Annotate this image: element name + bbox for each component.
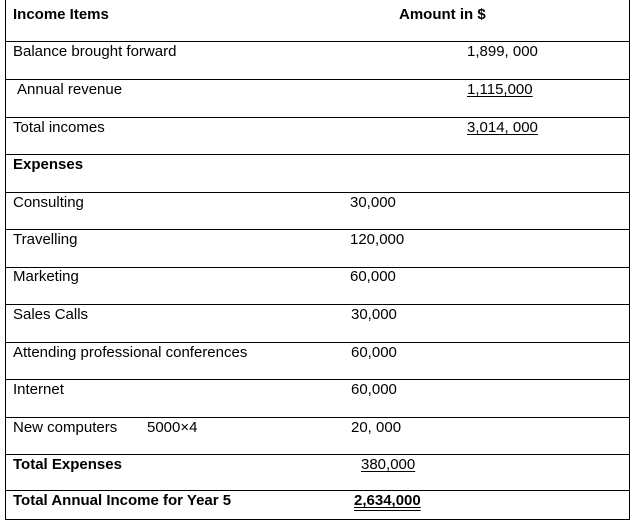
expense-note: 5000×4 [147, 419, 198, 436]
income-label: Total incomes [13, 119, 105, 136]
expense-amount: 60,000 [350, 268, 396, 285]
header-amount: Amount in $ [399, 6, 486, 23]
expenses-heading: Expenses [13, 156, 84, 173]
table-row-sales-calls [6, 305, 629, 343]
expense-label: Internet [13, 381, 64, 398]
table-row-balance-brought-forward [6, 42, 629, 80]
table-row-expenses-heading [6, 155, 629, 193]
expense-label: Sales Calls [13, 306, 89, 323]
expense-amount: 60,000 [351, 381, 397, 398]
expense-amount: 20, 000 [351, 419, 402, 436]
expense-label: Marketing [13, 268, 79, 285]
expense-amount: 120,000 [350, 231, 405, 248]
expense-amount: 30,000 [351, 306, 397, 323]
income-label: Balance brought forward [13, 43, 177, 60]
expense-amount: 30,000 [350, 194, 396, 211]
table-row-total-annual-income [6, 491, 629, 520]
income-label: Annual revenue [17, 81, 123, 98]
total-expenses-label: Total Expenses [13, 456, 122, 473]
table-row-total-expenses [6, 455, 629, 491]
table-header-row [6, 0, 629, 42]
income-statement-table [5, 0, 630, 520]
income-amount: 3,014, 000 [467, 119, 538, 136]
table-row-internet [6, 380, 629, 418]
header-income-items: Income Items [13, 6, 109, 23]
table-row-total-incomes [6, 118, 629, 155]
table-row-annual-revenue [6, 80, 629, 118]
table-row-consulting [6, 193, 629, 230]
table-row-professional-conferences [6, 343, 629, 380]
income-amount: 1,899, 000 [467, 43, 538, 60]
expense-label: Travelling [13, 231, 78, 248]
table-row-travelling [6, 230, 629, 268]
table-row-new-computers [6, 418, 629, 455]
income-amount: 1,115,000 [467, 81, 533, 98]
expense-label: Consulting [13, 194, 84, 211]
total-expenses-amount: 380,000 [361, 456, 416, 473]
expense-label: Attending professional conferences [13, 344, 248, 361]
table-row-marketing [6, 268, 629, 305]
annual-income-label: Total Annual Income for Year 5 [13, 492, 232, 509]
expense-label: New computers [13, 419, 118, 436]
annual-income-amount: 2,634,000 [354, 492, 421, 509]
expense-amount: 60,000 [351, 344, 397, 361]
